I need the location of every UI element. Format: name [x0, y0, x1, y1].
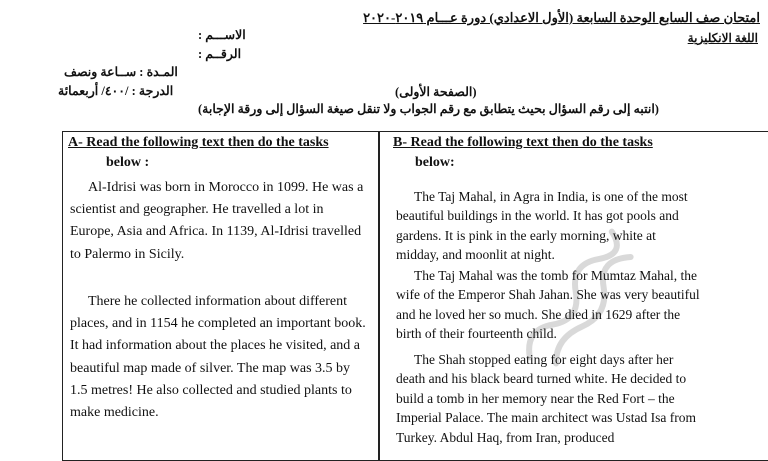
number-label: الرقــم :: [198, 47, 242, 61]
section-a-paragraph-1: [70, 177, 370, 266]
name-label: الاســـم :: [198, 28, 246, 42]
column-divider: [378, 131, 380, 461]
section-b-paragraph-3: [396, 350, 700, 447]
grade-label: الدرجة : /٤٠٠/ أربعمائة: [58, 84, 174, 98]
section-b-paragraph-3-text: The Shah stopped eating for eight days after her death and his black beard turned white. He decided to build a tomb in her memory near the Red Fort – the Imperial Palace. The main architect was Ustad Isa from Turkey. Abdul Haq, from Iran, produced: [396, 352, 697, 445]
section-b-paragraph-1: [396, 187, 700, 265]
section-b-paragraph-1-text: The Taj Mahal, in Agra in India, is one of the most beautiful buildings in the world. It has got pools and gardens. It is pink in the early morning, white at midday, and moonlit at night.: [396, 189, 688, 263]
section-a-paragraph-1-text: Al-Idrisi was born in Morocco in 1099. He was a scientist and geographer. He travelled a lot in Europe, Asia and Africa. In 1139, Al-Idrisi travelled to Palermo in Sicily.: [70, 180, 364, 262]
section-a-paragraph-2-text: There he collected information about different places, and in 1154 he completed an important book. It had information about the places he visited, and a beautiful map made of silver. The map was 3.5 by 1.5 metres! He also collected and studied plants to make medicine.: [70, 294, 366, 421]
section-b-paragraph-2: [396, 266, 700, 344]
section-b-heading-line1: B- Read the following text then do the tasks: [393, 135, 653, 150]
exam-notice: (انتبه إلى رقم السؤال بحيث يتطابق مع رقم الجواب ولا تنقل صيغة السؤال إلى ورقة الإجابة): [198, 102, 659, 116]
subject-label: اللغة الانكليزية: [687, 31, 758, 45]
section-b-heading-line2: below:: [415, 155, 455, 170]
section-b-paragraph-2-text: The Taj Mahal was the tomb for Mumtaz Mahal, the wife of the Emperor Shah Jahan. She was very beautiful and he loved her so much. She died in 1629 after the birth of their fourteenth child.: [396, 268, 700, 342]
section-a-heading: [68, 133, 368, 173]
section-a-heading-line2: below :: [106, 155, 150, 170]
section-a-paragraph-2: [70, 291, 370, 424]
section-b-heading: [393, 133, 693, 173]
section-a-heading-line1: A- Read the following text then do the tasks: [68, 135, 329, 150]
exam-title: امتحان صف السابع الوحدة السابعة (الأول الاعدادي) دورة عـــام ٢٠١٩-٢٠٢٠: [363, 10, 760, 25]
duration-label: المـدة : ســاعة ونصف: [64, 65, 178, 79]
page-label: (الصفحة الأولى): [395, 85, 477, 99]
